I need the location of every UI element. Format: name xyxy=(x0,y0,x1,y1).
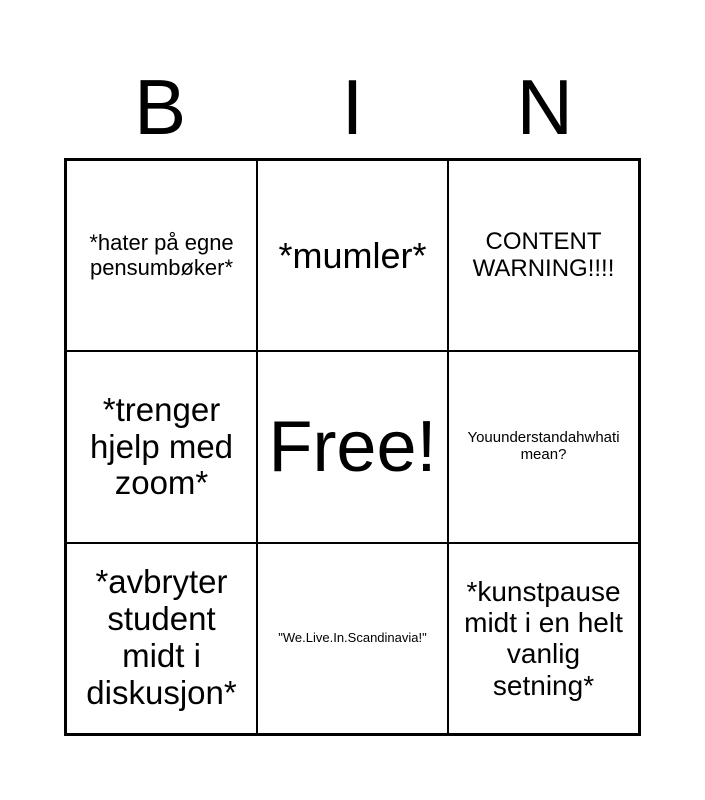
bingo-cell-r3c3[interactable]: *kunstpause midt i en helt vanlig setning* xyxy=(448,543,639,734)
bingo-cell-r2c3[interactable]: Youunderstandahwhati mean? xyxy=(448,351,639,542)
header-letter-b: B xyxy=(134,63,187,151)
bingo-header xyxy=(64,60,641,158)
bingo-cell-r3c2[interactable]: "We.Live.In.Scandinavia!" xyxy=(257,543,448,734)
bingo-cell-r1c3[interactable]: CONTENT WARNING!!!! xyxy=(448,160,639,351)
bingo-grid xyxy=(64,158,641,736)
bingo-cell-r2c1[interactable]: *trenger hjelp med zoom* xyxy=(66,351,257,542)
header-letter-i: I xyxy=(341,63,364,151)
free-space-cell[interactable]: Free! xyxy=(257,351,448,542)
bingo-cell-r1c1[interactable]: *hater på egne pensumbøker* xyxy=(66,160,257,351)
bingo-cell-r3c1[interactable]: *avbryter student midt i diskusjon* xyxy=(66,543,257,734)
bingo-cell-r1c2[interactable]: *mumler* xyxy=(257,160,448,351)
header-letter-n: N xyxy=(516,63,573,151)
